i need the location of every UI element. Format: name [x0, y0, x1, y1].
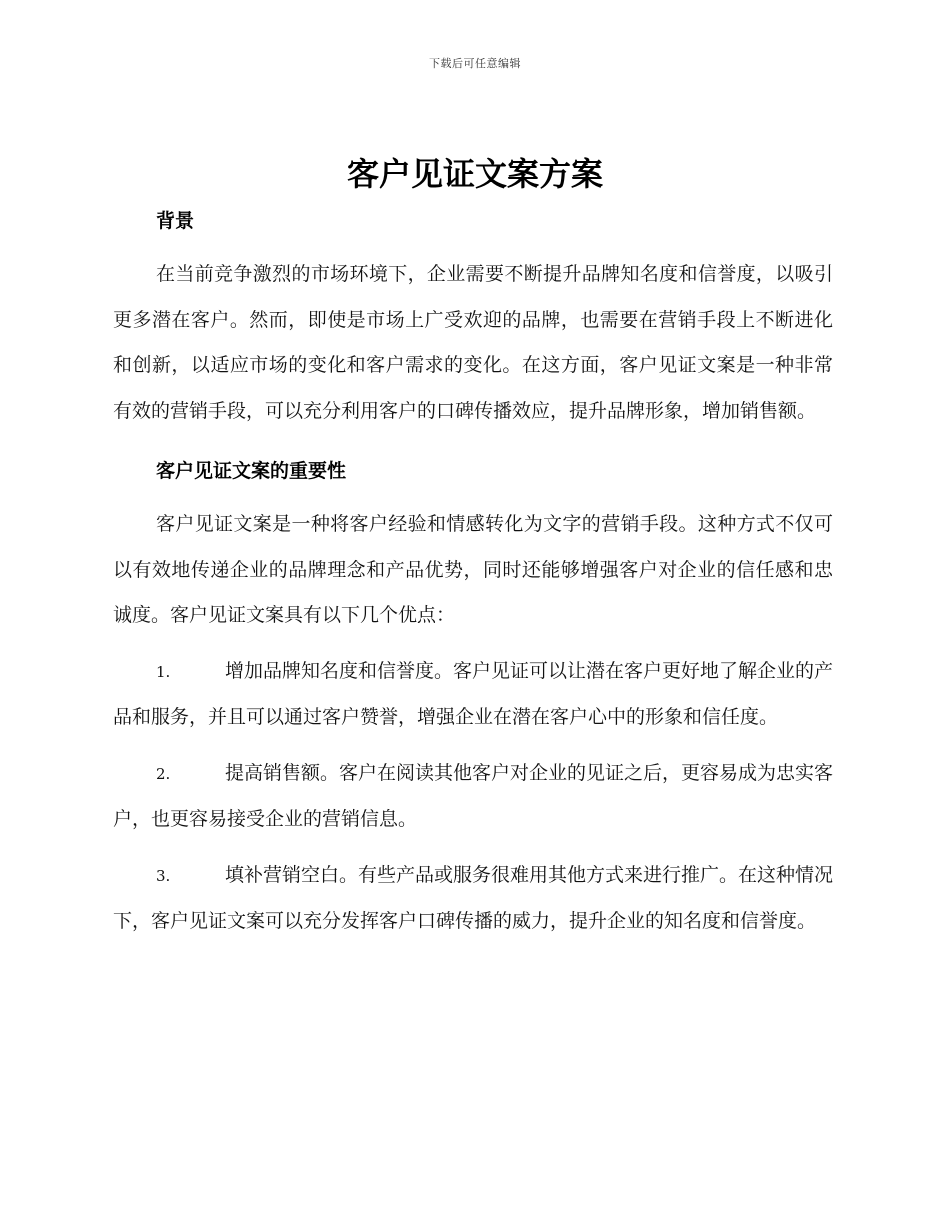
list-item-text: 填补营销空白。有些产品或服务很难用其他方式来进行推广。在这种情况下，客户见证文案可以充分发挥客户口碑传播的威力，提升企业的知名度和信誉度。 [113, 863, 834, 932]
list-item [113, 751, 833, 843]
list-item [113, 853, 833, 945]
document-title: 客户见证文案方案 [346, 155, 603, 193]
list-item-text: 提高销售额。客户在阅读其他客户对企业的见证之后，更容易成为忠实客户，也更容易接受企业的营销信息。 [113, 761, 834, 830]
list-item-number: 3. [156, 866, 171, 885]
section-heading-importance: 客户见证文案的重要性 [156, 460, 347, 482]
list-item-text: 增加品牌知名度和信誉度。客户见证可以让潜在客户更好地了解企业的产品和服务，并且可以通过客户赞誉，增强企业在潜在客户心中的形象和信任度。 [113, 659, 834, 728]
background-paragraph: 在当前竞争激烈的市场环境下，企业需要不断提升品牌知名度和信誉度，以吸引更多潜在客户。然而，即使是市场上广受欢迎的品牌，也需要在营销手段上不断进化和创新，以适应市场的变化和客户需求的变化。在这方面，客户见证文案是一种非常有效的营销手段，可以充分利用客户的口碑传播效应，提升品牌形象，增加销售额。 [113, 263, 833, 422]
advantages-list [113, 649, 833, 945]
section-heading-background: 背景 [156, 210, 195, 232]
header-note: 下载后可任意编辑 [429, 57, 521, 70]
list-item-number: 2. [156, 764, 171, 783]
importance-paragraph: 客户见证文案是一种将客户经验和情感转化为文字的营销手段。这种方式不仅可以有效地传递企业的品牌理念和产品优势，同时还能够增强客户对企业的信任感和忠诚度。客户见证文案具有以下几个优点： [113, 513, 833, 626]
list-item [113, 649, 833, 741]
list-item-number: 1. [156, 662, 171, 681]
document-body [113, 205, 833, 945]
